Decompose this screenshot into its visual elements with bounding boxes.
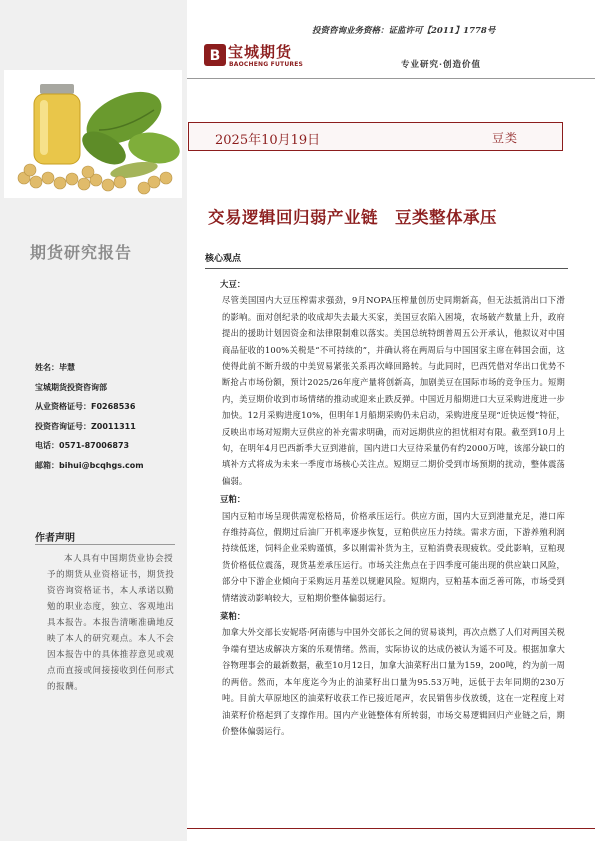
section-heading-soybean: 大豆： [220,279,246,289]
section-text-rapeseed-meal: 加拿大外交部长安妮塔·阿南德与中国外交部长之间的贸易谈判，再次点燃了人们对两国关税争端有望达成解决方案的乐观情绪。然而，实际协议的达成仍被认为遥不可及。根据加拿大谷物理事会的最新数据，截至10月12日，加拿大油菜籽出口量为159，200吨，约为前一周的两倍。然而，本年度迄今为止的油菜籽出口量为95.53万吨，远低于去年同期的230万吨。目前大草原地区的油菜籽收获工作已接近尾声，农民销售步伐放缓，这在一定程度上对油菜籽价格起到了支撑作用。国内产业链整体有所转弱，市场交易逻辑回归产业链之后，期价整体偏弱运行。 [222,627,565,736]
contact-phone: 电话：0571-87006873 [35,441,130,450]
left-sidebar [0,0,187,841]
report-date: 2025年10月19日 [215,133,321,148]
declaration-text: 本人具有中国期货业协会授予的期货从业资格证书，期货投资咨询资格证书，本人承诺以勤勉的职业态度，独立、客观地出具本报告。本报告清晰准确地反映了本人的研究观点。本人不会因本报告中的具体推荐意见或观点而直接或间接接收到任何形式的报酬。 [47,554,175,692]
declaration-title: 作者声明 [35,533,75,544]
soybean-oil-image [4,70,182,198]
section-text-soymeal: 国内豆粕市场呈现供需宽松格局，价格承压运行。供应方面，国内大豆到港量充足，港口库存维持高位，假期过后油厂开机率逐步恢复，豆粕供应压力持续。需求方面，下游养殖利润持续低迷，饲料企业采购谨慎，多以刚需补货为主，豆粕消费表现疲软。受此影响，豆粕现货价格低位震荡，现货基差承压运行。市场关注焦点在于四季度可能出现的供应缺口风险，部分中下游企业倾向于采购远月基差以规避风险。短期内，豆粕基本面乏善可陈，市场受到情绪波动影响较大，豆粕期价整体偏弱运行。 [222,510,565,603]
soybean-oil-photo [4,70,182,198]
date-banner [188,122,563,151]
logo-english-name: BAOCHENG FUTURES [229,61,304,68]
analyst-contact [35,362,185,479]
logo-mark-icon [203,43,227,67]
contact-email[interactable]: 邮箱：bihui@bcqhgs.com [35,460,144,470]
report-category: 豆类 [491,131,518,145]
company-logo [203,41,303,71]
logo-chinese-name: 宝城期货 [228,43,293,61]
slogan: 专业研究·创造价值 [401,60,481,70]
report-body [205,276,565,741]
core-view-divider [205,268,568,269]
contact-name: 姓名：毕慧 [35,363,75,372]
section-heading-rapeseed-meal: 菜粕： [220,611,246,622]
svg-text:B: B [209,48,221,64]
report-type-label: 期货研究报告 [30,243,133,262]
report-headline: 交易逻辑回归弱产业链 豆类整体承压 [208,208,497,227]
core-view-title: 核心观点 [205,254,242,264]
contact-department: 宝城期货投资咨询部 [35,382,107,392]
footer-divider [187,828,595,829]
contact-advisory-license: 投资咨询证号：Z0011311 [35,421,136,431]
header-divider [187,78,595,79]
contact-license: 从业资格证号：F0268536 [35,402,136,411]
qualification-text: 投资咨询业务资格：证监许可【2011】1778号 [312,26,496,36]
section-text-soybean: 尽管美国国内大豆压榨需求强劲，9月NOPA压榨量创历史同期新高，但无法抵消出口下滑的影响。面对创纪录的收成却失去最大买家，美国豆农陷入困境，农场破产数量上升，政府提出的援助计划因资金和法律限制难以落实。美国总统特朗普周五公开承认，他拟议对中国商品征收的100%关税是“不可持续的”，并确认将在两周后与中国国家主席在韩国会面，这使得此前不断升级的中美贸易紧张关系再次峰回路转。与此同时，巴西凭借对华出口优势不断抢占市场份额，预计2025/26年度产量将创新高，加剧美豆在国际市场的竞争压力。短期内，美豆期价收到市场情绪的推动或迎来止跌反弹。中国近月船期进口大豆采购进度进一步加快。12月采购进度10%，但明年1月船期采购仍未启动，采购进度呈现“近快远慢”特征，反映出市场对短期大豆供应的补充需求明确，而对远期供应的担忧相对有限。截至到10月上旬，在明年4月巴西新季大豆到港前，国内进口大豆待采量仍有约2000万吨，该部分缺口的填补方式将成为未来一季度市场核心关注点。短期豆二期价受到市场预期的扰动，整体震荡偏弱。 [222,295,565,486]
section-heading-soymeal: 豆粕： [220,494,246,505]
declaration-divider [35,544,175,545]
